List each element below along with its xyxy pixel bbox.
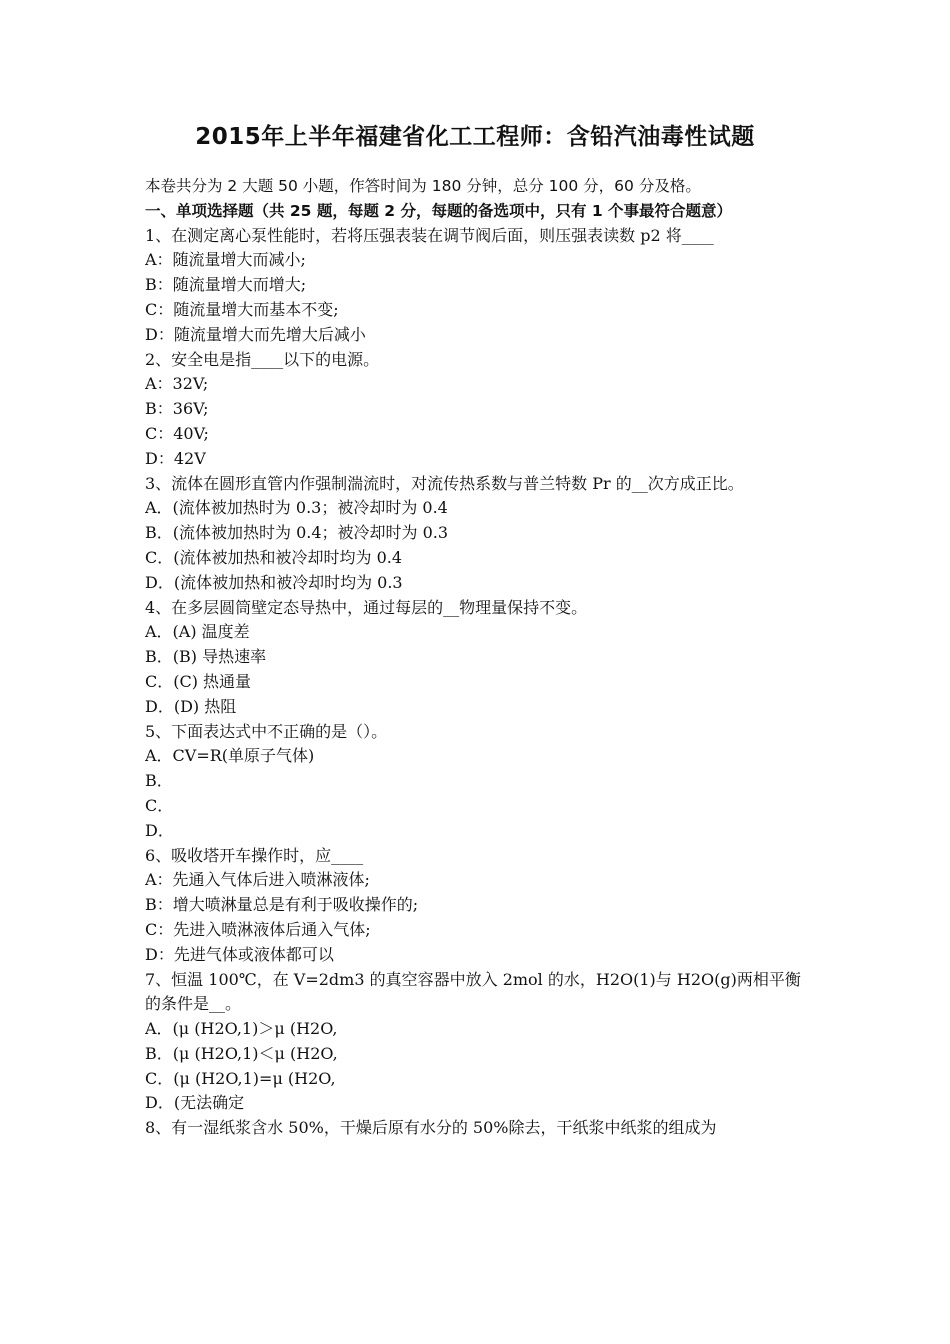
question-4 <box>145 596 810 720</box>
question-1 <box>145 224 810 348</box>
exam-intro: 本卷共分为 2 大题 50 小题，作答时间为 180 分钟，总分 100 分，60 分及格。 <box>145 177 701 195</box>
question-option: A．CV=R(单原子气体) <box>145 746 315 766</box>
question-7 <box>145 968 810 1117</box>
question-2 <box>145 348 810 472</box>
question-option: A．(A) 温度差 <box>145 622 250 642</box>
question-stem: 6、吸收塔开车操作时，应____ <box>145 845 364 865</box>
question-stem: 2、安全电是指____以下的电源。 <box>145 349 380 369</box>
question-option: C． <box>145 795 174 815</box>
question-3 <box>145 472 810 596</box>
question-option: B．(μ (H2O,1)＜μ (H2O, <box>145 1043 338 1063</box>
section-heading: 一、单项选择题（共 25 题，每题 2 分，每题的备选项中，只有 1 个事最符合题意） <box>145 201 733 220</box>
question-option: A：随流量增大而减小; <box>145 250 306 270</box>
question-option: D．(无法确定 <box>145 1093 245 1113</box>
question-option: B．(流体被加热时为 0.4；被冷却时为 0.3 <box>145 523 449 543</box>
question-stem: 1、在测定离心泵性能时，若将压强表装在调节阀后面，则压强表读数 p2 将____ <box>145 225 714 245</box>
question-option: C．(μ (H2O,1)=μ (H2O, <box>145 1068 336 1088</box>
question-option: A：先通入气体后进入喷淋液体; <box>145 870 370 890</box>
question-option: C：随流量增大而基本不变; <box>145 299 339 319</box>
question-option: D：随流量增大而先增大后减小 <box>145 324 366 344</box>
question-option: C．(流体被加热和被冷却时均为 0.4 <box>145 547 403 567</box>
question-option: B．(B) 导热速率 <box>145 647 267 667</box>
question-option: C．(C) 热通量 <box>145 671 252 691</box>
question-option: A：32V; <box>145 374 209 394</box>
question-option: B：36V; <box>145 399 209 419</box>
question-5 <box>145 720 810 844</box>
document-title: 2015年上半年福建省化工工程师：含铅汽油毒性试题 <box>195 124 755 150</box>
question-option: B：随流量增大而增大; <box>145 275 307 295</box>
question-stem: 3、流体在圆形直管内作强制湍流时，对流传热系数与普兰特数 Pr 的__次方成正比。 <box>145 473 744 493</box>
question-option: C：40V; <box>145 423 209 443</box>
question-stem: 4、在多层圆筒壁定态导热中，通过每层的__物理量保持不变。 <box>145 597 588 617</box>
question-stem: 7、恒温 100℃，在 V=2dm3 的真空容器中放入 2mol 的水，H2O(1)与 H2O(g)两相平衡的条件是__。 <box>145 969 801 1014</box>
question-stem: 8、有一湿纸浆含水 50%，干燥后原有水分的 50%除去，干纸浆中纸浆的组成为 <box>145 1118 717 1138</box>
question-option: C：先进入喷淋液体后通入气体; <box>145 919 371 939</box>
question-option: D． <box>145 820 174 840</box>
question-option: A．(流体被加热时为 0.3；被冷却时为 0.4 <box>145 498 448 518</box>
question-option: B：增大喷淋量总是有利于吸收操作的; <box>145 895 419 915</box>
question-option: D．(流体被加热和被冷却时均为 0.3 <box>145 572 403 592</box>
question-option: D．(D) 热阻 <box>145 696 237 716</box>
question-option: A．(μ (H2O,1)＞μ (H2O, <box>145 1019 338 1039</box>
question-stem: 5、下面表达式中不正确的是（）。 <box>145 721 388 741</box>
question-6 <box>145 844 810 968</box>
question-option: D：42V <box>145 448 206 468</box>
question-8 <box>145 1116 810 1141</box>
document-body <box>145 174 810 1141</box>
question-option: D：先进气体或液体都可以 <box>145 944 334 964</box>
question-option: B． <box>145 771 173 791</box>
